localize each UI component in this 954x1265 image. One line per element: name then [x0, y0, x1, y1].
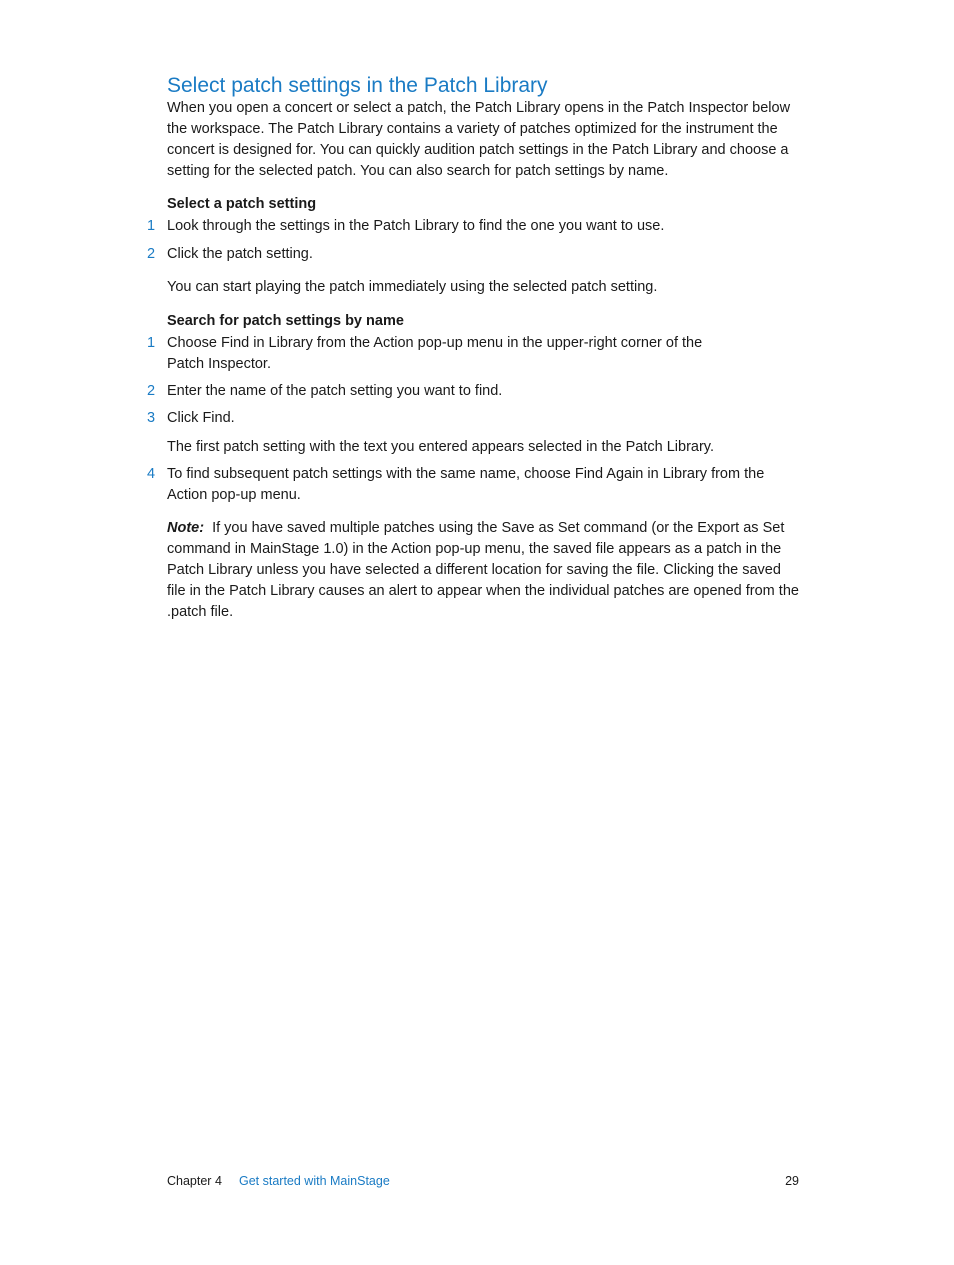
note-text: If you have saved multiple patches using the Save as Set command (or the Export as Set command in MainStage 1.0) in the Action pop-up menu, the saved file appears as a patch in the Patch Library unless you have selected a different location for saving the file. Clicking the saved file in the Patch Library causes an alert to appear when the individual patches are opened from the .patch file.	[167, 520, 799, 620]
step-number: 3	[147, 410, 156, 426]
footer-chapter: Chapter 4	[167, 1174, 222, 1188]
step-text: Click Find.	[167, 410, 235, 426]
step-text: Enter the name of the patch setting you want to find.	[167, 383, 503, 399]
step-result: The first patch setting with the text you entered appears selected in the Patch Library.	[167, 439, 715, 455]
step-text: To find subsequent patch settings with the same name, choose Find Again in Library from the Action pop-up menu.	[167, 466, 765, 503]
step-number: 4	[147, 466, 156, 482]
step-text: Look through the settings in the Patch Library to find the one you want to use.	[167, 218, 665, 234]
section-title: Select patch settings in the Patch Library	[167, 74, 548, 97]
step-text: Choose Find in Library from the Action pop-up menu in the upper-right corner of the Patch Inspector.	[167, 335, 703, 372]
step-number: 2	[147, 383, 156, 399]
task-heading-select: Select a patch setting	[167, 196, 317, 212]
note-label: Note:	[167, 520, 205, 536]
intro-paragraph: When you open a concert or select a patch, the Patch Library opens in the Patch Inspector below the workspace. The Patch Library contains a variety of patches optimized for the instrument the concert is designed for. You can quickly audition patch settings in the Patch Library and choose a setting for the selected patch. You can also search for patch settings by name.	[167, 100, 791, 179]
page-footer	[167, 1172, 799, 1190]
step-number: 1	[147, 335, 156, 351]
step-number: 2	[147, 246, 156, 262]
step-text: Click the patch setting.	[167, 246, 313, 262]
step-result: You can start playing the patch immediately using the selected patch setting.	[167, 279, 658, 295]
footer-chapter-title-link[interactable]: Get started with MainStage	[239, 1174, 390, 1188]
note-paragraph	[167, 518, 799, 623]
task-heading-search: Search for patch settings by name	[167, 313, 404, 329]
footer-page-number: 29	[785, 1174, 799, 1188]
step-number: 1	[147, 218, 156, 234]
